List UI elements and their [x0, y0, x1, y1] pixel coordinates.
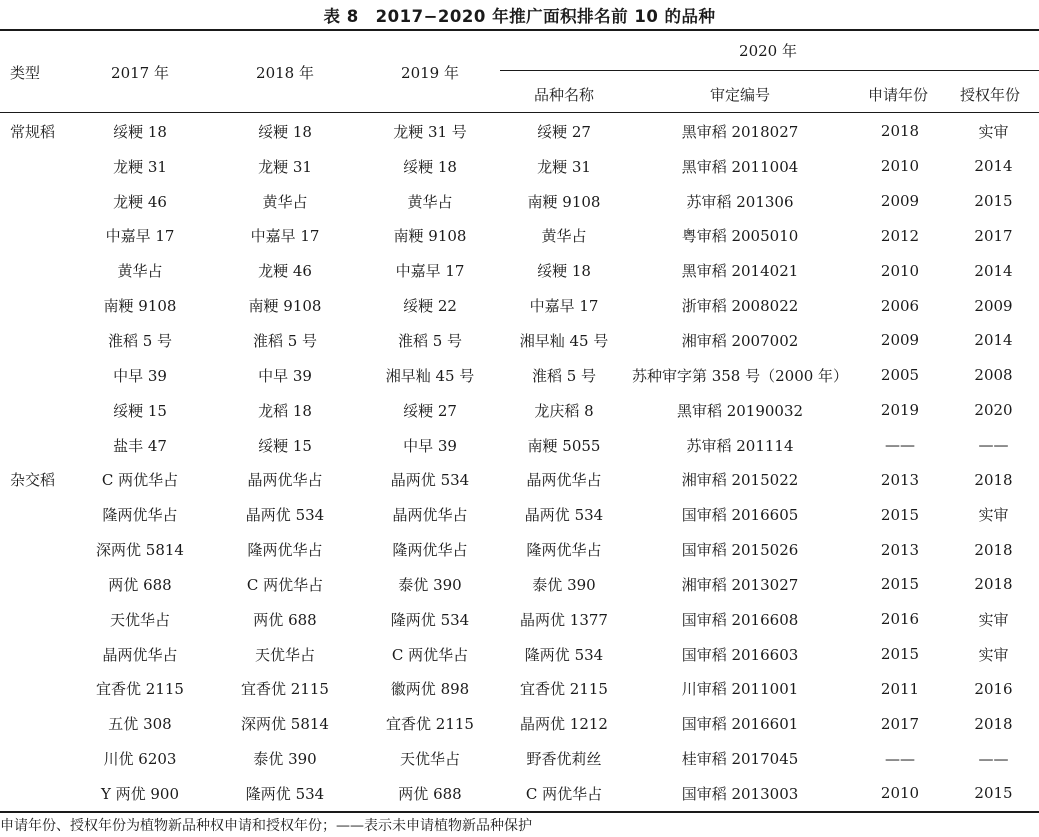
header-grant-year: 授权年份: [959, 86, 1021, 104]
table-cell: 绥粳 15: [113, 401, 167, 420]
table-cell: 两优 688: [253, 610, 317, 629]
table-cell: 龙稻 18: [258, 401, 312, 420]
table-cell: 淮稻 5 号: [107, 331, 173, 350]
table-cell: 南粳 9108: [393, 227, 467, 246]
table-cell: 实审: [978, 122, 1009, 141]
table-cell: 国审稻 2013003: [681, 784, 799, 803]
table-cell: 中早 39: [113, 366, 167, 385]
table-cell: 苏审稻 201306: [686, 192, 794, 211]
table-cell: 2008: [974, 366, 1013, 385]
table-cell: 隆两优 534: [390, 610, 470, 629]
table-cell: 黄华占: [117, 262, 163, 281]
table-row: [0, 602, 1039, 637]
table-cell: 盐丰 47: [113, 436, 167, 455]
table-row: [0, 288, 1039, 323]
table-cell: 2014: [974, 261, 1013, 280]
table-cell: 2009: [880, 331, 920, 350]
table-cell: 苏审稻 201114: [686, 436, 794, 455]
table-row: [0, 532, 1039, 567]
table-cell: 实审: [978, 610, 1009, 629]
header-2018: 2018 年: [256, 64, 314, 82]
table-cell: 龙粳 31: [113, 157, 167, 176]
table-row: [0, 184, 1039, 219]
table-cell: 2009: [880, 192, 920, 211]
header-2020: 2020 年: [739, 42, 797, 60]
table-cell: 隆两优华占: [102, 506, 178, 525]
header-apply-year: 申请年份: [867, 86, 929, 104]
table-row: [0, 323, 1039, 358]
table-cell: 晶两优华占: [392, 506, 468, 525]
table-cell: 宜香优 2115: [520, 680, 608, 699]
table-cell: 龙粳 46: [113, 192, 167, 211]
table-cell: ——: [885, 436, 915, 455]
table-cell: [0, 149, 70, 184]
table-cell: 隆两优华占: [526, 541, 602, 560]
table-row: [0, 637, 1039, 672]
table-cell: 泰优 390: [253, 750, 317, 769]
table-row: [0, 393, 1039, 428]
table-cell: 中早 39: [258, 366, 312, 385]
table-cell: 2018: [974, 470, 1013, 489]
table-row: [0, 741, 1039, 776]
table-cell: Y 两优 900: [100, 784, 180, 803]
table-title: 表 8 2017−2020 年推广面积排名前 10 的品种: [323, 7, 716, 26]
table-cell: 川优 6203: [103, 750, 177, 769]
table-cell: 深两优 5814: [241, 715, 329, 734]
table-cell: [0, 532, 70, 567]
table-cell: 实审: [978, 645, 1009, 664]
table-cell: 湘早籼 45 号: [385, 366, 475, 385]
table-cell: 2019: [880, 401, 920, 420]
table-cell: 晶两优华占: [247, 471, 323, 490]
table-cell: 黑审稻 2014021: [681, 262, 799, 281]
table-cell: 湘审稻 2015022: [681, 471, 799, 490]
table-cell: 龙庆稻 8: [534, 401, 594, 420]
table-cell: 国审稻 2016603: [681, 645, 799, 664]
table-row: [0, 253, 1039, 288]
table-cell: 两优 688: [398, 784, 462, 803]
table-cell: 五优 308: [108, 715, 172, 734]
header-approval: 审定编号: [709, 86, 771, 104]
table-cell: 黄华占: [262, 192, 308, 211]
table-cell: 隆两优华占: [247, 541, 323, 560]
header-variety: 品种名称: [533, 86, 595, 104]
table-cell: 宜香优 2115: [386, 715, 474, 734]
table-cell: [0, 288, 70, 323]
table-cell: 2015: [974, 784, 1013, 803]
table-cell: 国审稻 2016608: [681, 610, 799, 629]
table-cell: 川审稻 2011001: [681, 680, 799, 699]
table-cell: 晶两优 534: [245, 506, 325, 525]
table-cell: 粤审稻 2005010: [681, 227, 799, 246]
table-cell: [0, 567, 70, 602]
table-cell: 龙粳 31 号: [393, 122, 467, 141]
table-row: [0, 358, 1039, 393]
table-cell: [0, 741, 70, 776]
table-cell: 天优华占: [109, 610, 170, 629]
table-cell: 2016: [880, 610, 920, 629]
table-cell: [0, 672, 70, 707]
table-cell: 浙审稻 2008022: [681, 297, 799, 316]
table-row: [0, 706, 1039, 741]
table-cell: 绥粳 15: [258, 436, 312, 455]
table-cell: [0, 358, 70, 393]
table-cell: 湘审稻 2013027: [681, 575, 799, 594]
table-cell: C 两优华占: [246, 575, 324, 594]
table-cell: 中早 39: [403, 436, 457, 455]
table-cell: 黄华占: [407, 192, 453, 211]
table-cell: 苏种审字第 358 号（2000 年）: [631, 366, 849, 385]
table-cell: 晶两优 534: [390, 471, 470, 490]
table-cell: 实审: [978, 506, 1009, 525]
table-cell: [0, 219, 70, 254]
table-cell: 野香优莉丝: [526, 750, 602, 769]
table-cell: 黑审稻 2011004: [681, 157, 799, 176]
table-cell: 2016: [974, 679, 1013, 698]
table-cell: 绥粳 27: [537, 122, 591, 141]
table-cell: 2013: [880, 540, 920, 559]
table-row: [0, 672, 1039, 707]
table-cell: 晶两优华占: [526, 471, 602, 490]
table-cell: 黑审稻 2018027: [681, 122, 799, 141]
table-cell: 2014: [974, 331, 1013, 350]
table-cell: 绥粳 18: [537, 262, 591, 281]
table-cell: 隆两优华占: [392, 541, 468, 560]
table-cell: 绥粳 22: [403, 297, 457, 316]
table-cell: 湘早籼 45 号: [519, 331, 609, 350]
table-cell: 南粳 9108: [527, 192, 601, 211]
table-row: [0, 149, 1039, 184]
table-row: [0, 219, 1039, 254]
table-cell: 淮稻 5 号: [531, 366, 597, 385]
table-cell: ——: [978, 749, 1009, 768]
table-row: [0, 567, 1039, 602]
table-cell: 2018: [880, 122, 920, 141]
table-cell: C 两优华占: [101, 471, 179, 490]
table-cell: 淮稻 5 号: [397, 331, 463, 350]
table-cell: 淮稻 5 号: [252, 331, 318, 350]
table-cell: 晶两优华占: [102, 645, 178, 664]
header-2017: 2017 年: [111, 64, 169, 82]
header-bottom-rule: [0, 112, 1039, 113]
table-cell: 中嘉早 17: [250, 227, 320, 246]
table-row: [0, 114, 1039, 149]
table-cell: 南粳 5055: [527, 436, 601, 455]
table-cell: [0, 776, 70, 811]
table-cell: 2017: [880, 714, 920, 733]
table-cell: 两优 688: [108, 575, 172, 594]
table-cell: 南粳 9108: [103, 297, 177, 316]
table-cell: 隆两优 534: [245, 784, 325, 803]
table-cell: [0, 602, 70, 637]
table-cell: 2020: [974, 401, 1013, 420]
table-cell: 宜香优 2115: [241, 680, 329, 699]
table-cell: 绥粳 18: [113, 122, 167, 141]
table-row: [0, 497, 1039, 532]
table-cell: 2018: [974, 540, 1013, 559]
table-cell: 宜香优 2115: [96, 680, 184, 699]
table-cell: 2015: [974, 192, 1013, 211]
table-cell: 2013: [880, 470, 920, 489]
table-cell: [0, 637, 70, 672]
table-cell: ——: [885, 749, 915, 768]
table-cell: 2018: [974, 575, 1013, 594]
table-cell: 2017: [974, 226, 1013, 245]
table-cell: 杂交稻: [10, 471, 56, 490]
table-cell: 徽两优 898: [390, 680, 470, 699]
table-cell: C 两优华占: [525, 784, 603, 803]
table-cell: 2009: [974, 296, 1013, 315]
table-cell: 2014: [974, 157, 1013, 176]
table-cell: [0, 323, 70, 358]
table-cell: 2010: [880, 261, 920, 280]
table-cell: 天优华占: [254, 645, 315, 664]
table-cell: 泰优 390: [532, 575, 596, 594]
table-cell: 南粳 9108: [248, 297, 322, 316]
table-cell: ——: [978, 436, 1009, 455]
table-cell: 2005: [880, 366, 920, 385]
table-cell: 晶两优 1212: [520, 715, 608, 734]
table-cell: 龙粳 46: [258, 262, 312, 281]
table-cell: 2010: [880, 784, 920, 803]
header-2019: 2019 年: [401, 64, 459, 82]
bottom-rule: [0, 811, 1039, 813]
table-cell: 2006: [880, 296, 920, 315]
table-cell: 2018: [974, 714, 1013, 733]
table-cell: [0, 706, 70, 741]
table-cell: [0, 184, 70, 219]
subheader-rule: [500, 70, 1039, 71]
table-cell: 2012: [880, 226, 920, 245]
table-cell: [0, 428, 70, 463]
table-cell: 隆两优 534: [524, 645, 604, 664]
table-cell: 2015: [880, 505, 920, 524]
table-cell: 龙粳 31: [258, 157, 312, 176]
table-cell: 2011: [880, 679, 920, 698]
table-cell: 中嘉早 17: [529, 297, 599, 316]
table-cell: 深两优 5814: [96, 541, 184, 560]
table-cell: 国审稻 2016601: [681, 715, 799, 734]
table-cell: 晶两优 534: [524, 506, 604, 525]
table-cell: 绥粳 18: [403, 157, 457, 176]
table-cell: [0, 393, 70, 428]
table-cell: [0, 253, 70, 288]
table-cell: 2015: [880, 575, 920, 594]
table-row: [0, 776, 1039, 811]
table-cell: 2010: [880, 157, 920, 176]
table-cell: 绥粳 18: [258, 122, 312, 141]
table-cell: 国审稻 2016605: [681, 506, 799, 525]
header-type: 类型: [10, 64, 41, 82]
footnote: 申请年份、授权年份为植物新品种权申请和授权年份；——表示未申请植物新品种保护: [0, 818, 532, 834]
table-cell: 2015: [880, 645, 920, 664]
table-row: [0, 462, 1039, 497]
top-rule: [0, 29, 1039, 31]
table-cell: 中嘉早 17: [395, 262, 465, 281]
varieties-table: [0, 114, 1039, 811]
table-row: [0, 428, 1039, 463]
table-cell: 湘审稻 2007002: [681, 331, 799, 350]
table-cell: 国审稻 2015026: [681, 541, 799, 560]
table-cell: 中嘉早 17: [105, 227, 175, 246]
table-cell: 绥粳 27: [403, 401, 457, 420]
table-cell: C 两优华占: [391, 645, 469, 664]
table-cell: 常规稻: [10, 122, 56, 141]
table-cell: 天优华占: [399, 750, 460, 769]
table-cell: 黑审稻 20190032: [676, 401, 804, 420]
table-cell: [0, 497, 70, 532]
table-cell: 桂审稻 2017045: [681, 750, 799, 769]
table-cell: 晶两优 1377: [520, 610, 608, 629]
table-cell: 龙粳 31: [537, 157, 591, 176]
table-cell: 泰优 390: [398, 575, 462, 594]
table-cell: 黄华占: [541, 227, 587, 246]
